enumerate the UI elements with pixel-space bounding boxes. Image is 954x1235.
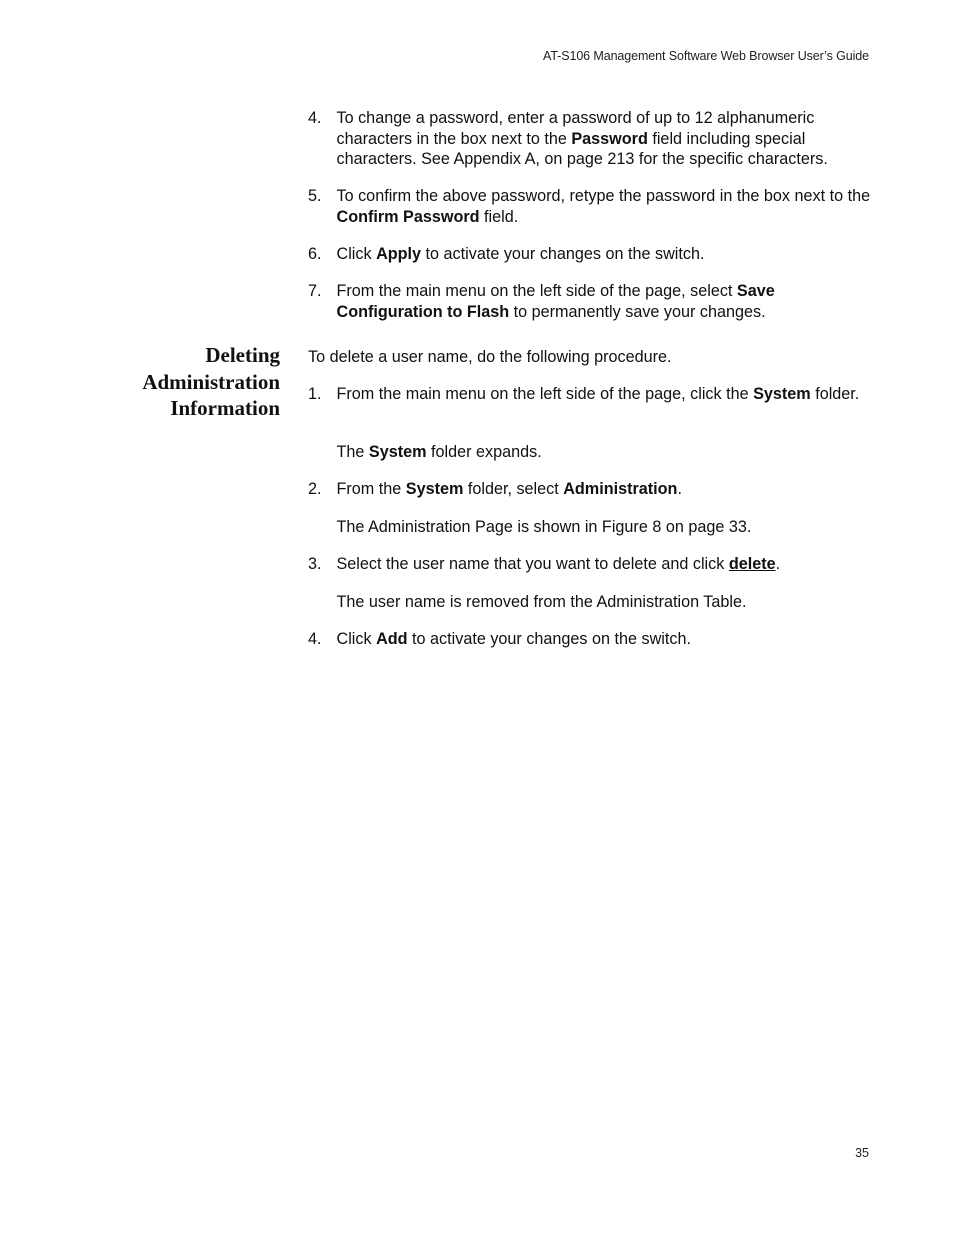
text-run: field including special characters. See Appendix A, on page 213 for the specific characters.: [336, 129, 828, 168]
step-number: 2.: [308, 480, 322, 498]
step-number: 1.: [308, 385, 322, 403]
list-item: [308, 186, 876, 227]
step-text: [337, 281, 877, 322]
step-text: [337, 554, 877, 575]
ui-term-delete: delete: [728, 555, 776, 573]
text-run: .: [775, 555, 781, 573]
text-run: field.: [479, 207, 519, 226]
list-item: [308, 479, 876, 500]
ui-term-confirm-password: Confirm Password: [336, 207, 480, 226]
text-run: to activate your changes on the switch.: [407, 630, 691, 648]
step-number: 3.: [308, 555, 322, 573]
step-text: [337, 479, 877, 500]
section-heading: [100, 342, 280, 422]
step-number: 5.: [308, 187, 322, 205]
text-run: to permanently save your changes.: [509, 302, 766, 321]
running-header: AT-S106 Management Software Web Browser User’s Guide: [543, 49, 869, 63]
list-item: [308, 281, 876, 322]
step-number: 4.: [308, 630, 322, 648]
ui-term-add: Add: [376, 630, 408, 648]
text-run: The: [336, 443, 369, 461]
step-number: 6.: [308, 245, 322, 263]
step-result-note: [337, 592, 877, 613]
step-text: [337, 108, 877, 170]
text-run: Select the user name that you want to delete and click: [336, 555, 729, 573]
ui-term-save-configuration: Save Configuration to Flash: [336, 282, 775, 321]
step-result-note: [337, 517, 877, 538]
text-run: From the main menu on the left side of the page, click the: [336, 385, 754, 403]
step-text: [337, 244, 877, 265]
step-text: [337, 629, 877, 650]
step-number: 7.: [308, 282, 322, 300]
text-run: The user name is removed from the Administration Table.: [336, 593, 747, 611]
heading-line: Information: [170, 396, 280, 420]
heading-line: Administration: [142, 369, 280, 394]
list-item: [308, 554, 876, 575]
heading-line: Deleting: [205, 343, 280, 367]
page-number: 35: [855, 1146, 869, 1160]
step-text: [337, 186, 877, 227]
step-text: [337, 384, 877, 405]
text-run: Click: [336, 630, 377, 648]
list-item: [308, 384, 876, 405]
intro-paragraph: To delete a user name, do the following procedure.: [308, 348, 672, 366]
text-run: .: [677, 480, 682, 498]
step-number: 4.: [308, 109, 322, 127]
text-run: From the: [336, 480, 406, 498]
text-run: Click: [336, 245, 377, 263]
ui-term-apply: Apply: [376, 245, 422, 263]
text-run: to activate your changes on the switch.: [421, 245, 705, 263]
list-item: [308, 629, 876, 650]
text-run: folder, select: [463, 480, 564, 498]
step-result-note: [337, 442, 877, 463]
ui-term-system: System: [753, 385, 811, 403]
text-run: The Administration Page is shown in Figure 8 on page 33.: [336, 518, 752, 536]
text-run: folder.: [810, 385, 860, 403]
text-run: To confirm the above password, retype the password in the box next to the: [336, 187, 871, 205]
text-run: To change a password, enter a password of up to 12 alphanumeric characters in the box next to the: [336, 109, 815, 148]
list-item: [308, 244, 876, 265]
ui-term-system: System: [368, 443, 427, 461]
text-run: From the main menu on the left side of the page, select: [336, 282, 737, 300]
list-item: [308, 108, 876, 170]
ui-term-password: Password: [571, 129, 648, 148]
ui-term-administration: Administration: [563, 480, 678, 498]
ui-term-system: System: [405, 480, 464, 498]
text-run: folder expands.: [426, 443, 542, 461]
